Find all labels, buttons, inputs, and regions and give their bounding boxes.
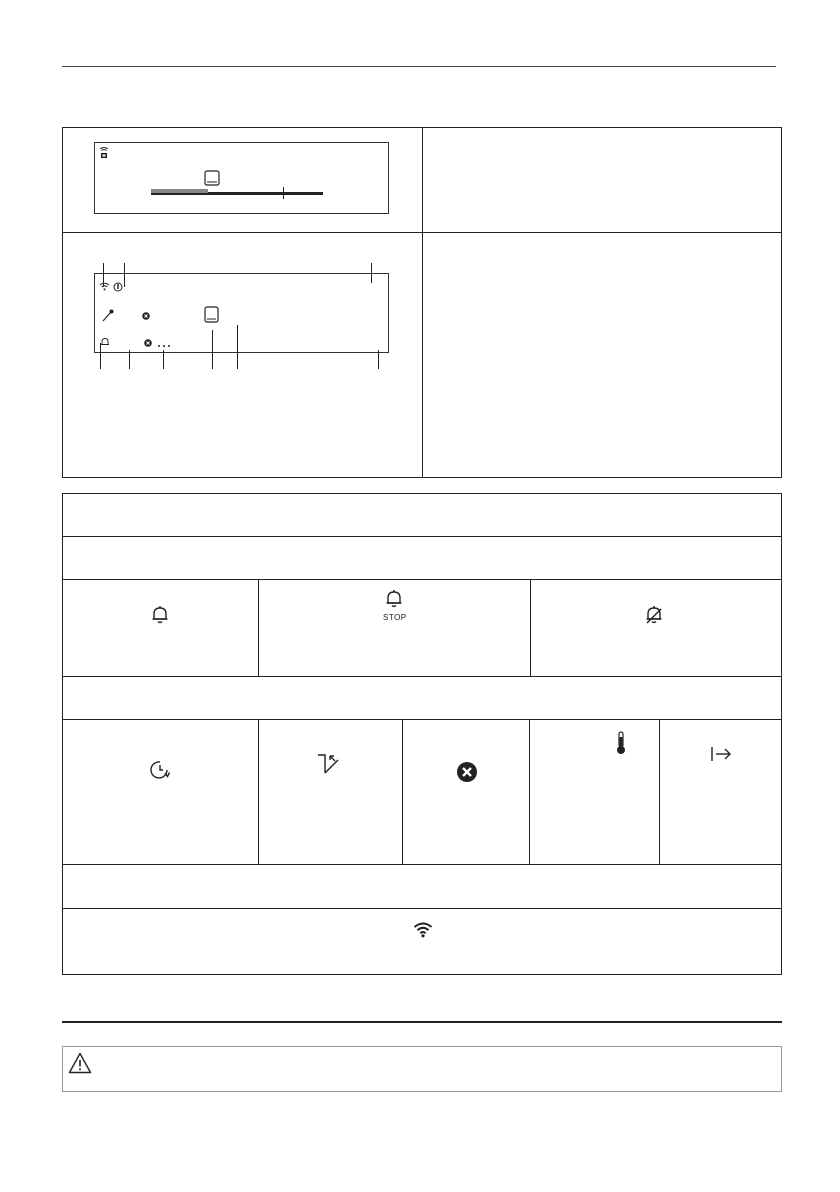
cancel-icon	[142, 312, 150, 320]
bell-off-icon	[644, 605, 664, 625]
bell-stop-icon	[384, 589, 404, 609]
alarm-row-divider-1	[258, 579, 259, 676]
bell-icon	[100, 337, 110, 347]
oven-icon	[204, 170, 220, 186]
options-row-divider-4	[659, 719, 660, 864]
display-screen-2	[94, 273, 389, 353]
progress-bar-fill	[151, 189, 208, 193]
callout-line-8	[237, 325, 238, 369]
oven-icon	[204, 306, 219, 323]
wifi-icon	[98, 145, 110, 159]
callout-line-6	[163, 350, 164, 369]
section-rule	[62, 1021, 782, 1023]
functions-rule-3	[62, 676, 782, 677]
options-row-divider-2	[402, 719, 403, 864]
door-open-icon	[316, 753, 342, 777]
cancel-icon	[456, 761, 478, 783]
display-screen-1	[94, 142, 389, 214]
display-table-divider-v	[422, 127, 423, 478]
warning-box	[62, 1046, 782, 1092]
cancel-icon	[144, 339, 152, 347]
callout-line-9	[378, 350, 379, 369]
functions-rule-6	[62, 908, 782, 909]
callout-line-3	[371, 263, 372, 283]
callout-line-7	[212, 330, 213, 369]
alarm-row-divider-2	[530, 579, 531, 676]
callout-line-5	[129, 350, 130, 369]
warning-triangle-icon	[68, 1052, 92, 1074]
timer-repeat-icon	[148, 758, 172, 782]
bell-icon	[150, 605, 170, 625]
functions-rule-4	[62, 719, 782, 720]
header-rule	[62, 66, 776, 67]
functions-table	[62, 493, 782, 975]
options-row-divider-1	[258, 719, 259, 864]
functions-rule-1	[62, 536, 782, 537]
wifi-icon	[99, 282, 110, 291]
progress-bar-marker	[283, 187, 284, 199]
options-row-divider-3	[529, 719, 530, 864]
meat-probe-icon	[101, 308, 115, 322]
functions-rule-2	[62, 579, 782, 580]
display-table-divider-h	[62, 232, 782, 233]
callout-line-2	[124, 263, 125, 287]
more-dots-icon	[157, 344, 171, 348]
functions-rule-5	[62, 864, 782, 865]
thermometer-icon	[614, 731, 628, 755]
bell-stop-caption: STOP	[383, 613, 407, 622]
info-icon	[113, 282, 123, 292]
skip-arrow-icon	[710, 745, 732, 763]
wifi-icon	[413, 921, 433, 938]
